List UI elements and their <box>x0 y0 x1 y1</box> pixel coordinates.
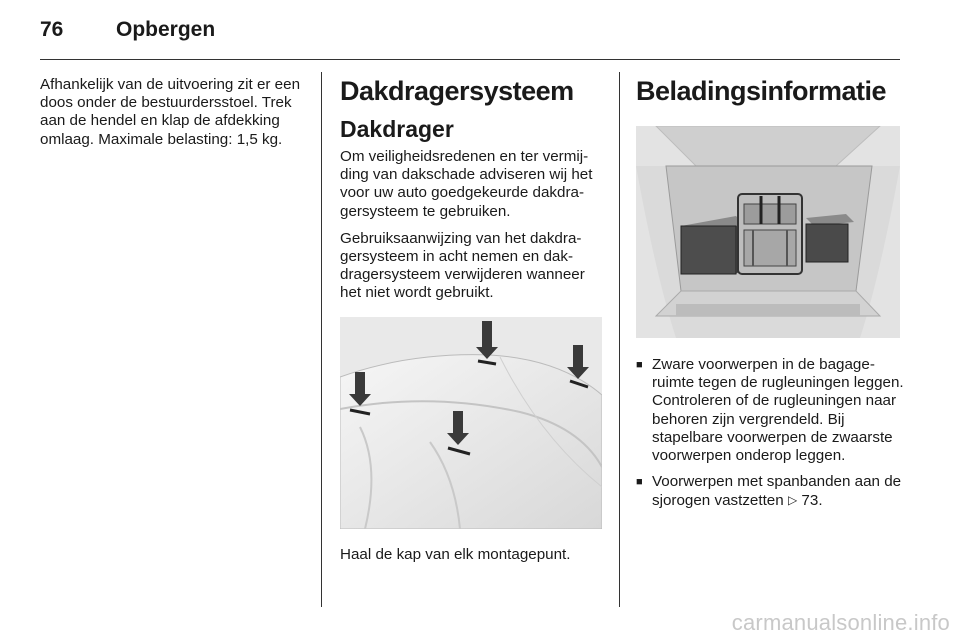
column-1 <box>40 76 310 149</box>
roof-rack-paragraph-2: Gebruiksaanwijzing van het dakdragersysteem in acht nemen en dakdragersysteem verwijderen wanneer het niet wordt gebruikt. <box>340 229 585 302</box>
page-number: 76 <box>40 18 64 41</box>
bullet-marker: ■ <box>636 476 643 489</box>
roof-rack-paragraph-1: Om veiligheidsredenen en ter vermijding van dakschade adviseren wij het voor uw auto goedgekeurde dakdragersysteem te gebruiken. <box>340 148 593 220</box>
page-reference-link[interactable]: 73. <box>801 492 823 510</box>
section-title: Opbergen <box>116 18 216 41</box>
roof-mounting-drawing <box>340 317 602 529</box>
bullet-text: Zware voorwerpen in de bagageruimte tegen de rugleuningen leggen. Controleren of de rugleuningen naar behoren zijn vergrendeld. Bij stapelbare voorwerpen de zwaarste voorwerpen onderop leggen. <box>652 356 904 465</box>
page-reference-arrow-icon: ▷ <box>787 493 798 508</box>
page-header <box>40 18 215 48</box>
watermark: carmanualsonline.info <box>731 610 950 635</box>
figure-caption: Haal de kap van elk montagepunt. <box>340 545 571 563</box>
bottle-crate <box>738 194 802 274</box>
bullet-marker: ■ <box>636 359 643 371</box>
header-rule <box>40 59 900 60</box>
right-box <box>806 214 854 262</box>
cargo-area-drawing <box>636 126 900 338</box>
roof-mounting-illustration <box>340 317 602 529</box>
left-box <box>681 216 746 274</box>
bullet-text: Voorwerpen met spanbanden aan de sjorogen vastzetten <box>652 473 902 510</box>
loading-info-heading: Beladingsinformatie <box>636 76 887 106</box>
column-divider-1 <box>321 72 322 607</box>
cargo-area-illustration <box>636 126 900 338</box>
list-item <box>636 356 904 465</box>
column-3 <box>636 76 904 519</box>
seat-storage-paragraph: Afhankelijk van de uitvoering zit er een doos onder de bestuurdersstoel. Trek aan de hendel en klap de afdekking omlaag. Maximale belasting: 1,5 kg. <box>40 76 301 148</box>
column-divider-2 <box>619 72 620 607</box>
column-2 <box>340 76 605 564</box>
loading-bullets <box>636 356 904 511</box>
roof-rack-heading: Dakdragersysteem <box>340 76 574 106</box>
roof-rack-subheading: Dakdrager <box>340 116 454 142</box>
list-item <box>636 473 904 510</box>
